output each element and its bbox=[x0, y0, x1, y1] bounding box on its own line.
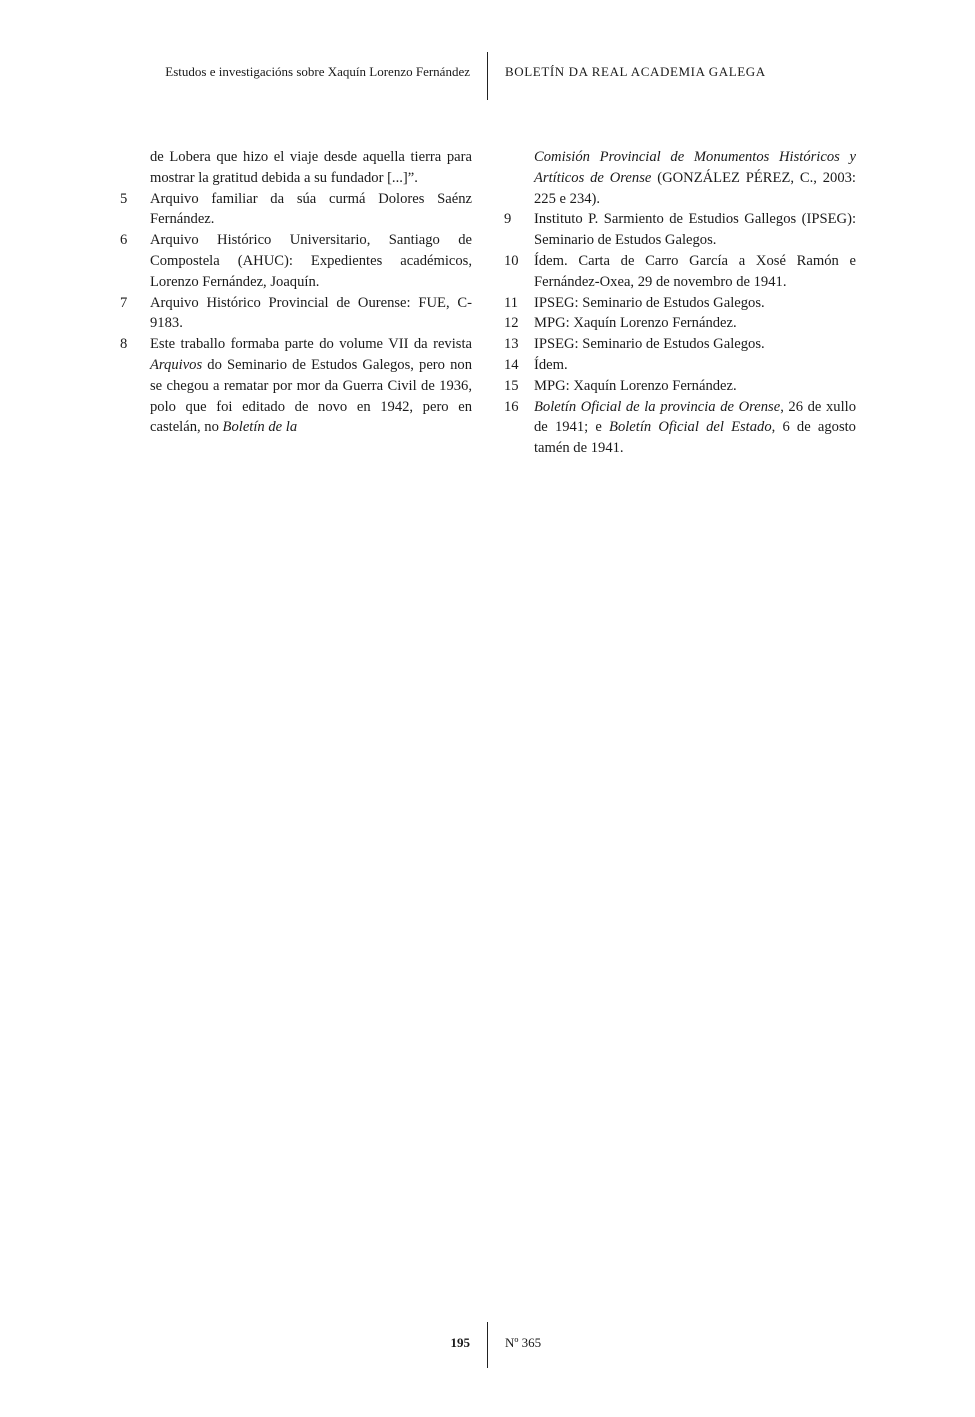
note-italic-title: Boletín Oficial del Estado bbox=[609, 419, 772, 436]
issue-number: Nº 365 bbox=[505, 1335, 542, 1350]
note-number: 13 bbox=[504, 336, 519, 353]
note-text: Ídem. Carta de Carro García a Xosé Ramón e Fernández-Oxea, 29 de novembro de 1941. bbox=[534, 252, 856, 290]
header-divider bbox=[487, 52, 488, 100]
note-number: 12 bbox=[504, 315, 519, 332]
running-header-journal: BOLETÍN DA REAL ACADEMIA GALEGA bbox=[505, 64, 766, 79]
note-text-part: , 6 de agosto tamén de 1941. bbox=[534, 419, 856, 457]
note-number: 5 bbox=[120, 190, 128, 207]
note-italic-title: Arquivos bbox=[150, 356, 203, 373]
note-text bbox=[534, 397, 856, 459]
note-text: Ídem. bbox=[534, 356, 568, 373]
note-italic-title: Comisión Provincial de Monumentos Históricos y Artíticos de Orense bbox=[534, 149, 856, 186]
page-number: 195 bbox=[450, 1335, 470, 1350]
note-italic-title: Boletín Oficial de la provincia de Orense bbox=[534, 398, 781, 415]
note-9 bbox=[504, 209, 856, 251]
note-14 bbox=[504, 355, 856, 376]
note-10 bbox=[504, 251, 856, 293]
note-continuation: de Lobera que hizo el viaje desde aquella tierra para mostrar la gratitud debida a su fundador [...]”. bbox=[150, 149, 472, 186]
note-number: 9 bbox=[504, 211, 512, 228]
footer-divider bbox=[487, 1322, 488, 1368]
note-5 bbox=[120, 189, 472, 231]
notes-column-left bbox=[120, 147, 472, 438]
note-12 bbox=[504, 313, 856, 334]
note-text: Instituto P. Sarmiento de Estudios Gallegos (IPSEG): Seminario de Estudos Galegos. bbox=[534, 211, 856, 249]
note-text: Arquivo Histórico Provincial de Ourense: FUE, C-9183. bbox=[150, 294, 472, 332]
note-text-part: do Seminario de Estudos Galegos, pero non se chegou a rematar por mor da Guerra Civil de 1936, polo que foi editado de novo en 1942, pero en castelán, no bbox=[150, 356, 472, 436]
note-text-part: (GONZÁLEZ PÉREZ, C., 2003: 225 e 234). bbox=[534, 169, 856, 207]
note-text bbox=[150, 334, 472, 438]
note-number: 14 bbox=[504, 356, 519, 373]
note-number: 11 bbox=[504, 294, 519, 311]
note-number: 6 bbox=[120, 232, 128, 249]
note-text-part: Este traballo formaba parte do volume VII da revista bbox=[150, 336, 472, 353]
note-6 bbox=[120, 230, 472, 292]
note-number: 16 bbox=[504, 398, 519, 415]
note-text: IPSEG: Seminario de Estudos Galegos. bbox=[534, 294, 765, 311]
note-text-part: , 26 de xullo de 1941; e bbox=[534, 398, 857, 436]
note-text: MPG: Xaquín Lorenzo Fernández. bbox=[534, 377, 737, 394]
note-number: 8 bbox=[120, 336, 128, 353]
note-7 bbox=[120, 293, 472, 335]
note-15 bbox=[504, 376, 856, 397]
note-text: MPG: Xaquín Lorenzo Fernández. bbox=[534, 315, 737, 332]
note-italic-title: Boletín de la bbox=[222, 419, 298, 436]
note-number: 15 bbox=[504, 377, 519, 394]
running-header-title: Estudos e investigacións sobre Xaquín Lorenzo Fernández bbox=[165, 64, 470, 79]
note-text: IPSEG: Seminario de Estudos Galegos. bbox=[534, 336, 765, 353]
note-13 bbox=[504, 334, 856, 355]
note-16 bbox=[504, 397, 856, 459]
notes-column-right bbox=[504, 147, 856, 459]
note-continuation bbox=[504, 147, 856, 209]
note-text: Arquivo familiar da súa curmá Dolores Saénz Fernández. bbox=[150, 190, 472, 228]
note-11 bbox=[504, 293, 856, 314]
note-text: Arquivo Histórico Universitario, Santiago de Compostela (AHUC): Expedientes académicos, Lorenzo Fernández, Joaquín. bbox=[150, 232, 472, 290]
note-8 bbox=[120, 334, 472, 438]
note-number: 7 bbox=[120, 294, 128, 311]
note-number: 10 bbox=[504, 252, 519, 269]
